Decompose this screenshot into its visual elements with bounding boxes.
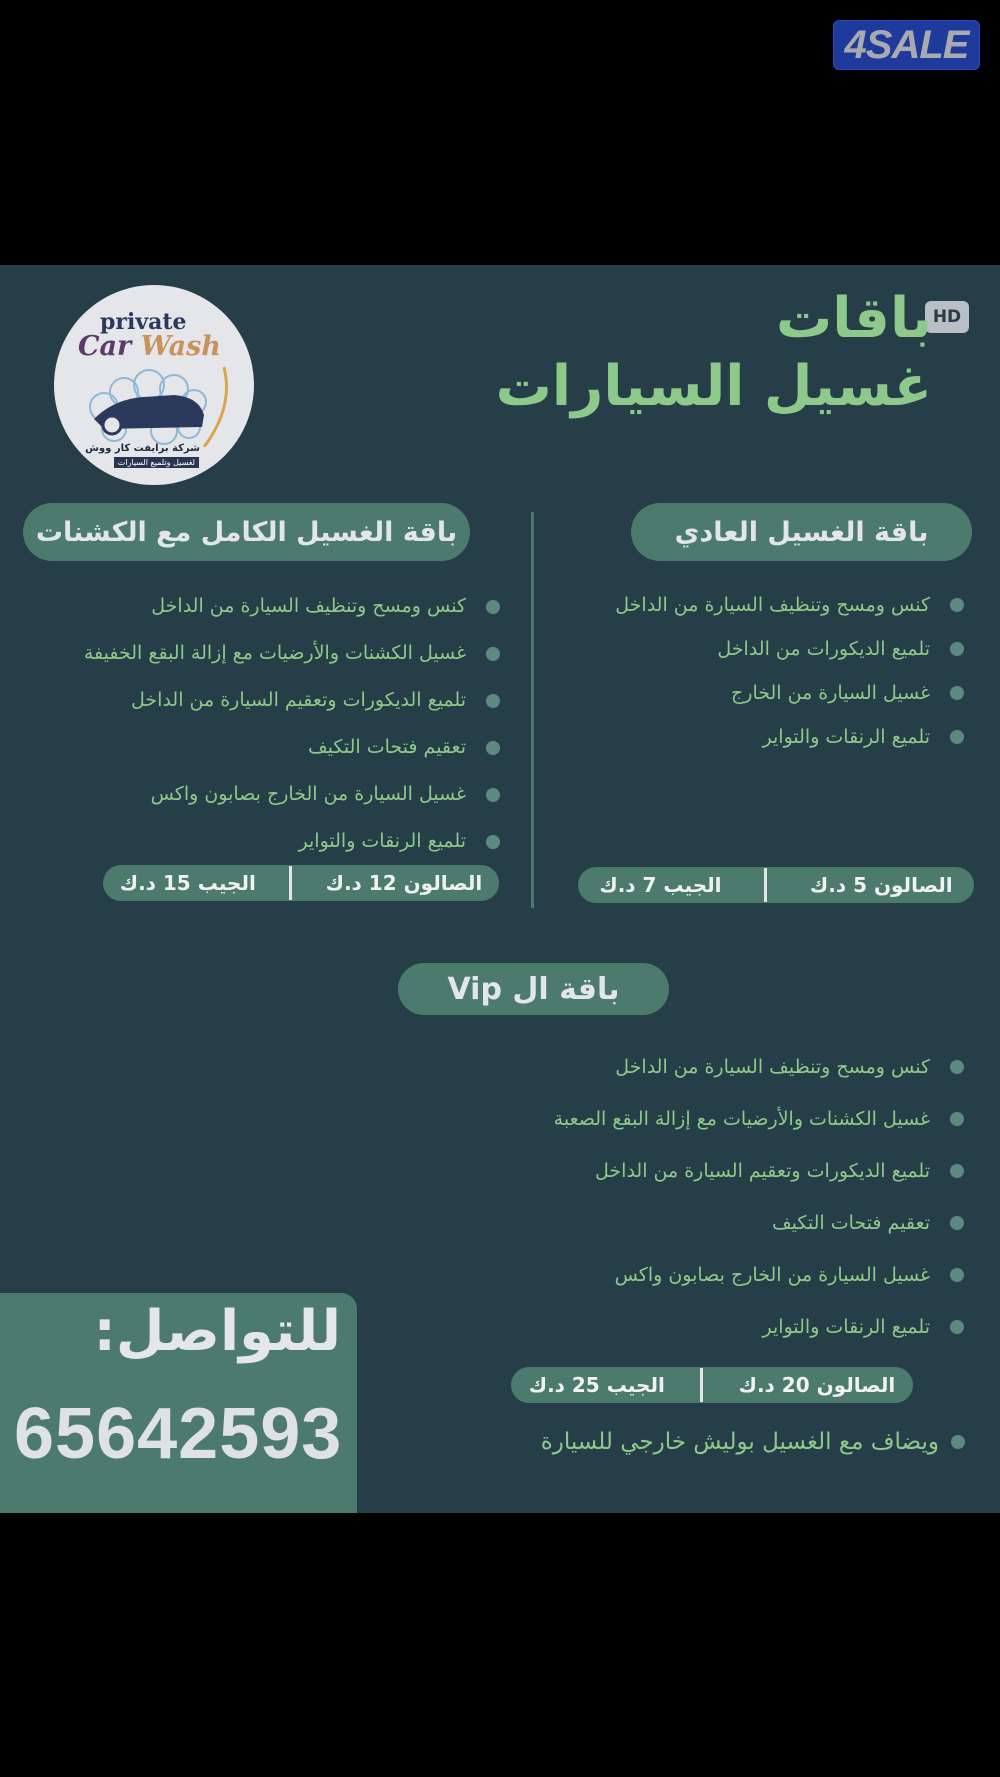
logo-arabic-name: شركة برايفت كار ووش: [85, 443, 200, 454]
feature-item: تلميع الديكورات من الداخل: [615, 627, 964, 671]
feature-item: كنس ومسح وتنظيف السيارة من الداخل: [615, 583, 964, 627]
bullet-icon: [486, 835, 500, 849]
feature-item: كنس ومسح وتنظيف السيارة من الداخل: [554, 1041, 964, 1093]
package-regular-title: باقة الغسيل العادي: [631, 503, 972, 561]
price-saloon: الصالون 5 د.ك: [809, 873, 953, 897]
logo-arabic-tagline: لغسيل وتلميع السيارات: [114, 457, 199, 468]
contact-box: [0, 1293, 357, 1513]
bullet-icon: [950, 1216, 964, 1230]
package-full-features: [84, 583, 500, 865]
logo-carwash-text: Car Wash: [78, 331, 221, 362]
bullet-icon: [951, 1435, 965, 1449]
contact-phone[interactable]: 65642593: [14, 1394, 343, 1474]
feature-item: تعقيم فتحات التكيف: [554, 1197, 964, 1249]
price-separator: [700, 1368, 703, 1402]
title-line-1: باقات: [775, 286, 932, 351]
feature-item: تلميع الرنقات والتواير: [84, 818, 500, 865]
bullet-icon: [950, 598, 964, 612]
price-jeep: الجيب 7 د.ك: [599, 873, 722, 897]
bullet-icon: [486, 788, 500, 802]
car-wash-logo-icon: [74, 357, 244, 447]
feature-item: تلميع الديكورات وتعقيم السيارة من الداخل: [84, 677, 500, 724]
feature-item: تعقيم فتحات التكيف: [84, 724, 500, 771]
package-vip-features: [554, 1041, 964, 1353]
car-wash-logo: [54, 285, 254, 485]
logo-private-text: private: [100, 309, 187, 335]
car-wash-poster: [0, 265, 1000, 1513]
bullet-icon: [950, 1320, 964, 1334]
package-regular-features: [615, 583, 964, 759]
bullet-icon: [486, 647, 500, 661]
feature-item: تلميع الرنقات والتواير: [554, 1301, 964, 1353]
feature-item: غسيل السيارة من الخارج بصابون واكس: [554, 1249, 964, 1301]
package-vip-title: باقة ال Vip: [398, 963, 669, 1015]
feature-item: غسيل الكشنات والأرضيات مع إزالة البقع الخفيفة: [84, 630, 500, 677]
contact-label: للتواصل:: [93, 1299, 341, 1364]
package-regular-prices: [578, 867, 974, 903]
price-saloon: الصالون 20 د.ك: [738, 1373, 896, 1397]
bullet-icon: [950, 686, 964, 700]
bullet-icon: [950, 1112, 964, 1126]
price-saloon: الصالون 12 د.ك: [325, 871, 483, 895]
bullet-icon: [486, 694, 500, 708]
package-vip-prices: [511, 1367, 913, 1403]
bullet-icon: [950, 642, 964, 656]
package-full-prices: [103, 865, 499, 901]
title-line-2: غسيل السيارات: [495, 354, 932, 419]
price-jeep: الجيب 25 د.ك: [528, 1373, 665, 1397]
feature-item: غسيل السيارة من الخارج بصابون واكس: [84, 771, 500, 818]
bullet-icon: [486, 741, 500, 755]
price-separator: [764, 868, 767, 902]
vip-extra-note: ويضاف مع الغسيل بوليش خارجي للسيارة: [541, 1429, 965, 1455]
price-separator: [289, 866, 292, 900]
hd-badge: HD: [925, 301, 969, 333]
4sale-brand-badge[interactable]: 4SALE: [833, 20, 980, 70]
feature-item: كنس ومسح وتنظيف السيارة من الداخل: [84, 583, 500, 630]
feature-item: تلميع الديكورات وتعقيم السيارة من الداخل: [554, 1145, 964, 1197]
feature-item: تلميع الرنقات والتواير: [615, 715, 964, 759]
poster-title: [496, 285, 932, 421]
price-jeep: الجيب 15 د.ك: [119, 871, 256, 895]
bullet-icon: [486, 600, 500, 614]
feature-item: غسيل الكشنات والأرضيات مع إزالة البقع الصعبة: [554, 1093, 964, 1145]
package-full-title: باقة الغسيل الكامل مع الكشنات: [23, 503, 470, 561]
column-divider: [531, 512, 534, 908]
bullet-icon: [950, 1164, 964, 1178]
feature-item: غسيل السيارة من الخارج: [615, 671, 964, 715]
bullet-icon: [950, 1060, 964, 1074]
bullet-icon: [950, 1268, 964, 1282]
bullet-icon: [950, 730, 964, 744]
